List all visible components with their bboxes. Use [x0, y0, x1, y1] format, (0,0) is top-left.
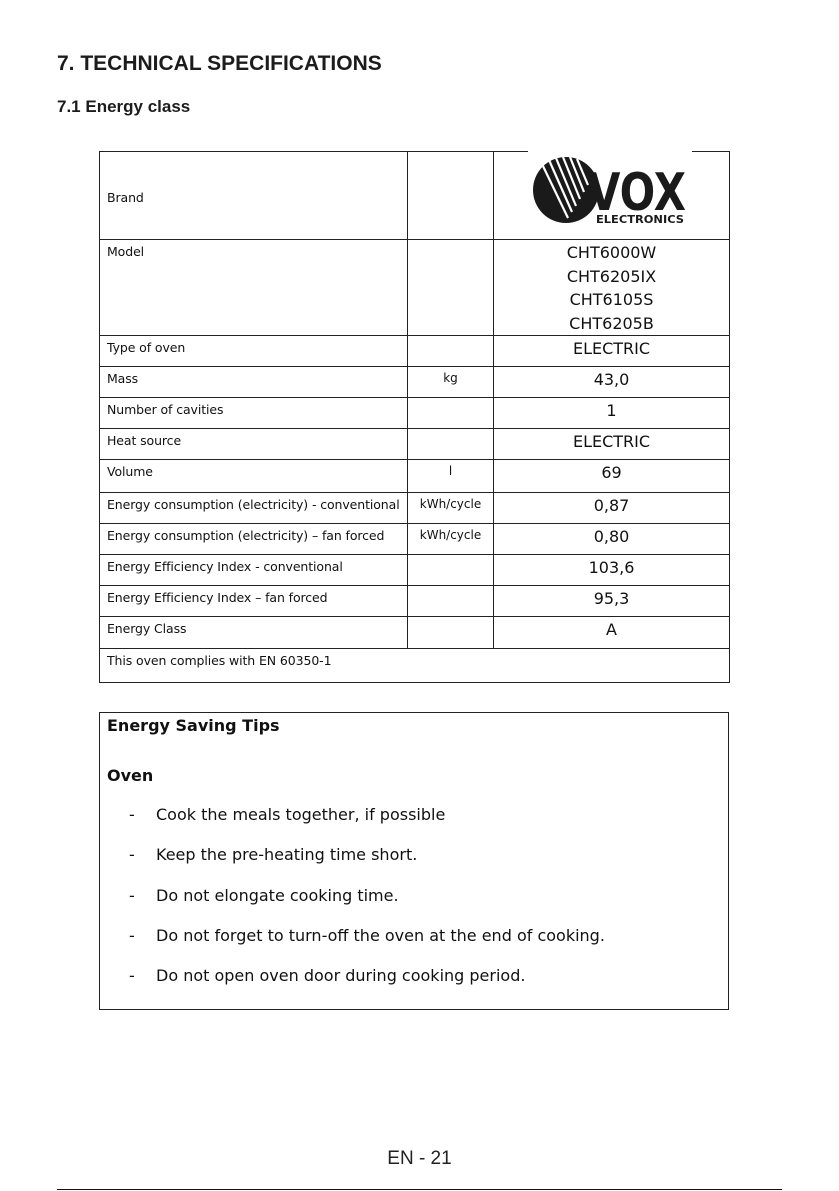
brand-logo-cell	[494, 152, 730, 240]
model-value: CHT6105S	[569, 290, 654, 309]
tips-title: Energy Saving Tips	[107, 716, 280, 735]
row-value: ELECTRIC	[494, 336, 730, 367]
table-row	[100, 586, 730, 617]
row-unit	[408, 336, 494, 367]
row-value: 0,87	[494, 493, 730, 524]
tip-text: Do not open oven door during cooking period.	[156, 966, 526, 986]
row-value: ELECTRIC	[494, 429, 730, 460]
model-value: CHT6000W	[566, 243, 657, 262]
compliance-note: This oven complies with EN 60350-1	[100, 649, 730, 683]
list-item: - Keep the pre-heating time short.	[129, 845, 605, 885]
row-unit	[408, 429, 494, 460]
row-label: Energy Efficiency Index – fan forced	[100, 586, 408, 617]
row-unit	[408, 617, 494, 649]
row-label: Energy consumption (electricity) - conventional	[100, 493, 408, 524]
table-row	[100, 336, 730, 367]
row-unit	[408, 586, 494, 617]
row-value: 0,80	[494, 524, 730, 555]
table-row	[100, 493, 730, 524]
model-value: CHT6205B	[569, 313, 654, 333]
row-unit	[408, 398, 494, 429]
table-row	[100, 555, 730, 586]
model-label: Model	[100, 240, 408, 336]
list-item: - Do not open oven door during cooking period.	[129, 966, 605, 1006]
model-value: CHT6205IX	[566, 266, 657, 286]
row-value: 95,3	[494, 586, 730, 617]
row-label: Mass	[100, 367, 408, 398]
subsection-title: 7.1 Energy class	[57, 97, 191, 116]
tips-list	[129, 805, 605, 1006]
row-unit: kWh/cycle	[408, 493, 494, 524]
row-label: Heat source	[100, 429, 408, 460]
row-label: Number of cavities	[100, 398, 408, 429]
list-item: - Do not elongate cooking time.	[129, 886, 605, 926]
row-label: Volume	[100, 460, 408, 493]
table-row	[100, 429, 730, 460]
row-label: Energy Class	[100, 617, 408, 649]
logo-word: VOX	[588, 163, 686, 223]
table-row-compliance	[100, 649, 730, 683]
row-unit	[408, 555, 494, 586]
table-row-model	[100, 240, 730, 336]
row-value: 1	[494, 398, 730, 429]
row-value: 43,0	[494, 367, 730, 398]
tips-subtitle: Oven	[107, 766, 154, 785]
row-label: Energy consumption (electricity) – fan forced	[100, 524, 408, 555]
page-number: EN - 21	[387, 1148, 452, 1169]
spec-table	[99, 151, 730, 683]
footer-divider	[57, 1189, 782, 1190]
row-value: A	[494, 617, 730, 649]
tip-text: Do not elongate cooking time.	[156, 885, 399, 905]
tip-text: Do not forget to turn-off the oven at the end of cooking.	[156, 925, 605, 945]
tip-text: Keep the pre-heating time short.	[156, 845, 418, 865]
brand-label: Brand	[100, 152, 408, 240]
table-row	[100, 398, 730, 429]
row-unit: kWh/cycle	[408, 524, 494, 555]
list-item: - Cook the meals together, if possible	[129, 805, 605, 845]
vox-logo	[530, 152, 690, 228]
row-value: 103,6	[494, 555, 730, 586]
list-item: - Do not forget to turn-off the oven at the end of cooking.	[129, 926, 605, 966]
table-row	[100, 617, 730, 649]
logo-sub: ELECTRONICS	[596, 213, 685, 226]
table-row-brand	[100, 152, 730, 240]
row-unit: kg	[408, 367, 494, 398]
row-label: Type of oven	[100, 336, 408, 367]
table-row	[100, 460, 730, 493]
row-unit: l	[408, 460, 494, 493]
energy-saving-tips-box	[99, 712, 729, 1010]
table-row	[100, 367, 730, 398]
tip-text: Cook the meals together, if possible	[156, 805, 446, 824]
section-title: 7. TECHNICAL SPECIFICATIONS	[57, 52, 382, 75]
model-values	[494, 240, 730, 336]
row-label: Energy Efficiency Index - conventional	[100, 555, 408, 586]
table-row	[100, 524, 730, 555]
row-value: 69	[494, 460, 730, 493]
